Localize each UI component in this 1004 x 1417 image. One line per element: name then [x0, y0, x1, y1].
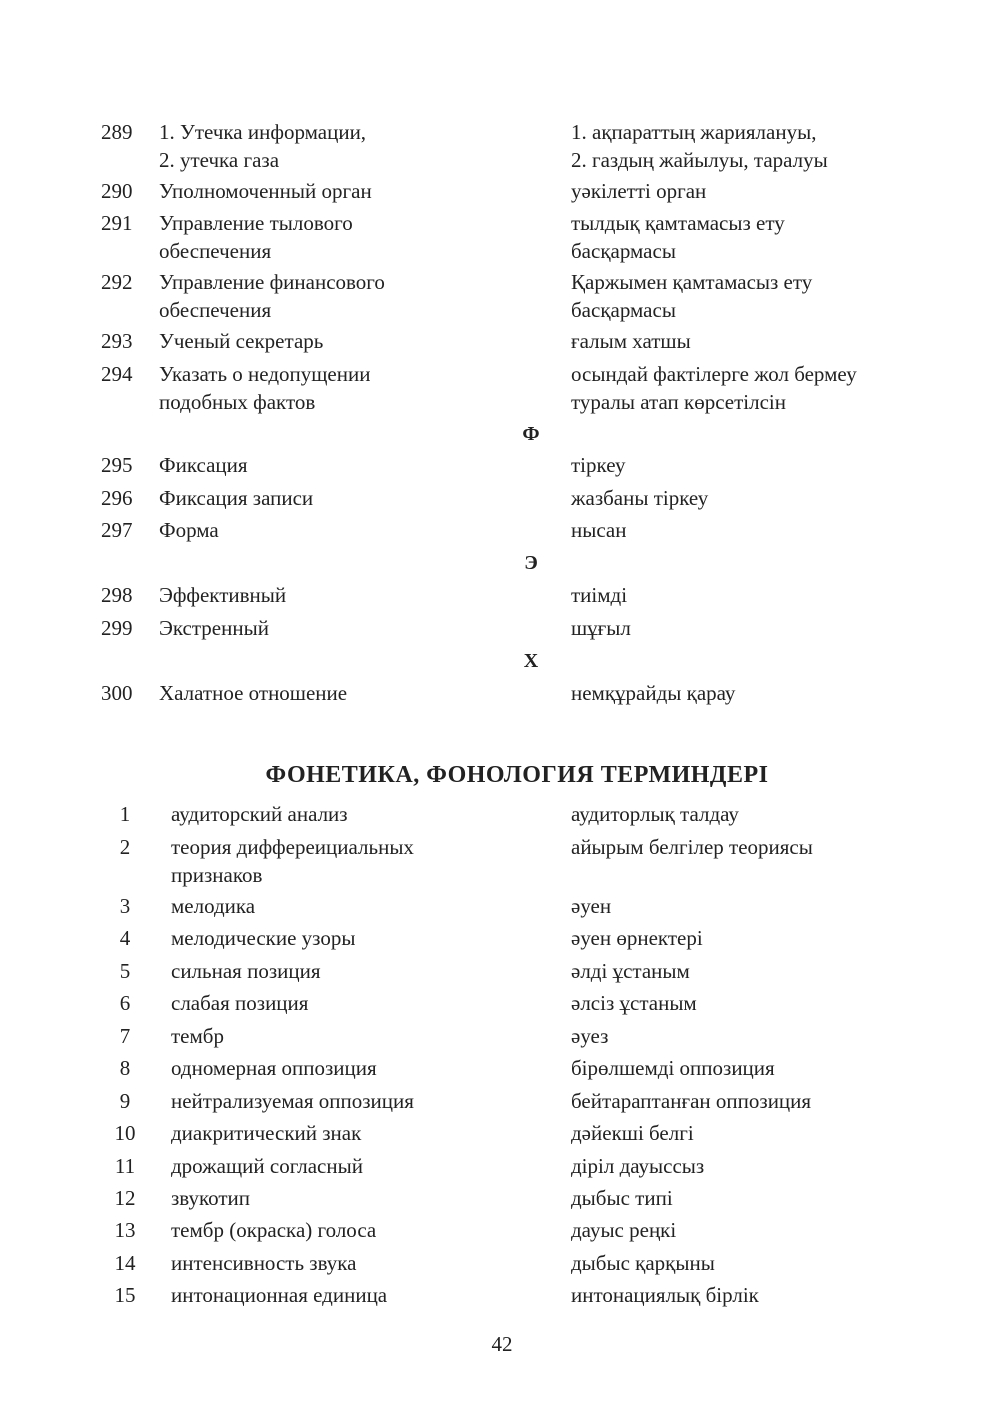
russian-term-line: диакритический знак: [171, 1121, 362, 1145]
kazakh-term-line: уәкілетті орган: [571, 179, 707, 203]
entry-number: 289: [101, 120, 133, 144]
kazakh-term: [571, 118, 911, 174]
page-number: 42: [491, 1332, 513, 1356]
russian-term-line: дрожащий согласный: [171, 1154, 363, 1178]
russian-term: [171, 800, 501, 828]
entry-number: 13: [114, 1218, 136, 1242]
russian-term-line: сильная позиция: [171, 959, 321, 983]
kazakh-term-line: тылдық қамтамасыз ету: [571, 211, 785, 235]
russian-term-line: 1. Утечка информации,: [159, 120, 367, 144]
kazakh-term: [571, 989, 911, 1017]
russian-term-line: 2. утечка газа: [159, 148, 280, 172]
entry-number: 293: [101, 329, 133, 353]
russian-term: [159, 177, 489, 205]
entry-number: 296: [101, 486, 133, 510]
russian-term-line: одномерная оппозиция: [171, 1056, 377, 1080]
russian-term: [159, 614, 489, 642]
entry-number: 295: [101, 453, 133, 477]
kazakh-term: [571, 614, 911, 642]
kazakh-term-line: бірөлшемді оппозиция: [571, 1056, 775, 1080]
kazakh-term: [571, 1216, 911, 1244]
russian-term: [159, 209, 489, 265]
kazakh-term-line: әлсіз ұстаным: [571, 991, 697, 1015]
russian-term-line: тембр: [171, 1024, 224, 1048]
russian-term: [159, 268, 489, 324]
kazakh-term-line: әлді ұстаным: [571, 959, 690, 983]
russian-term-line: Форма: [159, 518, 219, 542]
kazakh-term-line: нысан: [571, 518, 627, 542]
kazakh-term-line: тиімді: [571, 583, 628, 607]
entry-number: 7: [119, 1024, 131, 1048]
kazakh-term-line: аудиторлық талдау: [571, 802, 739, 826]
kazakh-term-line: айырым белгілер теориясы: [571, 835, 813, 859]
kazakh-term-line: туралы атап көрсетілсін: [571, 390, 786, 414]
russian-term: [171, 833, 501, 889]
entry-number: 12: [114, 1186, 136, 1210]
kazakh-term-line: басқармасы: [571, 239, 676, 263]
entry-number: 14: [114, 1251, 136, 1275]
entry-number: 297: [101, 518, 133, 542]
kazakh-term: [571, 1152, 911, 1180]
russian-term: [171, 924, 501, 952]
entry-number: 10: [114, 1121, 136, 1145]
russian-term-line: интонационная единица: [171, 1283, 388, 1307]
kazakh-term-line: шұғыл: [571, 616, 631, 640]
kazakh-term: [571, 924, 911, 952]
russian-term-line: признаков: [171, 863, 263, 887]
kazakh-term-line: діріл дауыссыз: [571, 1154, 705, 1178]
kazakh-term: [571, 177, 911, 205]
kazakh-term: [571, 1281, 911, 1309]
russian-term-line: Фиксация: [159, 453, 248, 477]
russian-term-line: Указать о недопущении: [159, 362, 371, 386]
kazakh-term: [571, 484, 911, 512]
kazakh-term-line: әуен: [571, 894, 612, 918]
russian-term: [171, 892, 501, 920]
russian-term-line: подобных фактов: [159, 390, 316, 414]
russian-term: [171, 989, 501, 1017]
russian-term-line: Управление финансового: [159, 270, 385, 294]
russian-term-line: тембр (окраска) голоса: [171, 1218, 377, 1242]
entry-number: 15: [114, 1283, 136, 1307]
entry-number: 292: [101, 270, 133, 294]
entry-number: 299: [101, 616, 133, 640]
kazakh-term: [571, 957, 911, 985]
kazakh-term-line: тіркеу: [571, 453, 626, 477]
kazakh-term-line: әуез: [571, 1024, 609, 1048]
russian-term: [171, 1087, 501, 1115]
russian-term: [159, 327, 489, 355]
kazakh-term: [571, 1087, 911, 1115]
kazakh-term: [571, 833, 911, 861]
kazakh-term-line: Қаржымен қамтамасыз ету: [571, 270, 813, 294]
kazakh-term: [571, 1119, 911, 1147]
russian-term-line: слабая позиция: [171, 991, 309, 1015]
kazakh-term-line: жазбаны тіркеу: [571, 486, 709, 510]
entry-number: 6: [119, 991, 131, 1015]
russian-term: [159, 451, 489, 479]
kazakh-term: [571, 516, 911, 544]
entry-number: 5: [119, 959, 131, 983]
russian-term-line: Управление тылового: [159, 211, 353, 235]
entry-number: 3: [119, 894, 131, 918]
russian-term-line: Ученый секретарь: [159, 329, 324, 353]
kazakh-term-line: дыбыс типі: [571, 1186, 673, 1210]
russian-term: [171, 1184, 501, 1212]
kazakh-term-line: басқармасы: [571, 298, 676, 322]
kazakh-term-line: әуен өрнектері: [571, 926, 703, 950]
letter-heading-e: Э: [524, 552, 538, 574]
russian-term-line: звукотип: [171, 1186, 251, 1210]
kazakh-term: [571, 209, 911, 265]
kazakh-term: [571, 1249, 911, 1277]
kazakh-term: [571, 1054, 911, 1082]
russian-term-line: Экстренный: [159, 616, 269, 640]
entry-number: 1: [119, 802, 131, 826]
kazakh-term-line: дауыс реңкі: [571, 1218, 677, 1242]
russian-term-line: Эффективный: [159, 583, 287, 607]
russian-term: [159, 516, 489, 544]
russian-term: [171, 1216, 501, 1244]
russian-term-line: аудиторский анализ: [171, 802, 348, 826]
russian-term-line: интенсивность звука: [171, 1251, 357, 1275]
kazakh-term-line: ғалым хатшы: [571, 329, 691, 353]
russian-term: [171, 1249, 501, 1277]
entry-number: 2: [119, 835, 131, 859]
russian-term: [159, 360, 489, 416]
russian-term: [159, 679, 489, 707]
letter-heading-f: Ф: [522, 423, 540, 445]
kazakh-term: [571, 1022, 911, 1050]
kazakh-term: [571, 1184, 911, 1212]
entry-number: 290: [101, 179, 133, 203]
kazakh-term-line: 2. газдың жайылуы, таралуы: [571, 148, 828, 172]
russian-term-line: Фиксация записи: [159, 486, 314, 510]
kazakh-term: [571, 892, 911, 920]
kazakh-term: [571, 327, 911, 355]
kazakh-term-line: дәйекші белгі: [571, 1121, 694, 1145]
russian-term: [171, 1022, 501, 1050]
russian-term: [171, 1281, 501, 1309]
russian-term-line: обеспечения: [159, 298, 272, 322]
kazakh-term: [571, 268, 911, 324]
russian-term: [171, 1152, 501, 1180]
russian-term-line: обеспечения: [159, 239, 272, 263]
kazakh-term-line: немқұрайды қарау: [571, 681, 736, 705]
entry-number: 9: [119, 1089, 131, 1113]
russian-term-line: теория диффереициальных: [171, 835, 414, 859]
russian-term: [171, 1054, 501, 1082]
entry-number: 11: [114, 1154, 136, 1178]
entry-number: 300: [101, 681, 133, 705]
entry-number: 4: [119, 926, 131, 950]
russian-term-line: мелодические узоры: [171, 926, 356, 950]
russian-term-line: мелодика: [171, 894, 256, 918]
kazakh-term-line: 1. ақпараттың жарияланyы,: [571, 120, 817, 144]
kazakh-term: [571, 451, 911, 479]
entry-number: 298: [101, 583, 133, 607]
kazakh-term: [571, 360, 911, 416]
letter-heading-h: Х: [523, 650, 539, 672]
entry-number: 8: [119, 1056, 131, 1080]
russian-term: [171, 1119, 501, 1147]
section-title: ФОНЕТИКА, ФОНОЛОГИЯ ТЕРМИНДЕРІ: [265, 762, 769, 788]
kazakh-term-line: дыбыс қарқыны: [571, 1251, 715, 1275]
russian-term: [159, 484, 489, 512]
kazakh-term-line: осындай фактілерге жол бермеу: [571, 362, 857, 386]
entry-number: 291: [101, 211, 133, 235]
kazakh-term: [571, 679, 911, 707]
russian-term-line: Халатное отношение: [159, 681, 348, 705]
russian-term-line: нейтрализуемая оппозиция: [171, 1089, 414, 1113]
russian-term: [159, 581, 489, 609]
entry-number: 294: [101, 362, 133, 386]
kazakh-term-line: бейтараптанған оппозиция: [571, 1089, 812, 1113]
kazakh-term: [571, 581, 911, 609]
kazakh-term: [571, 800, 911, 828]
kazakh-term-line: интонациялық бірлік: [571, 1283, 759, 1307]
russian-term: [171, 957, 501, 985]
russian-term: [159, 118, 489, 174]
russian-term-line: Уполномоченный орган: [159, 179, 372, 203]
